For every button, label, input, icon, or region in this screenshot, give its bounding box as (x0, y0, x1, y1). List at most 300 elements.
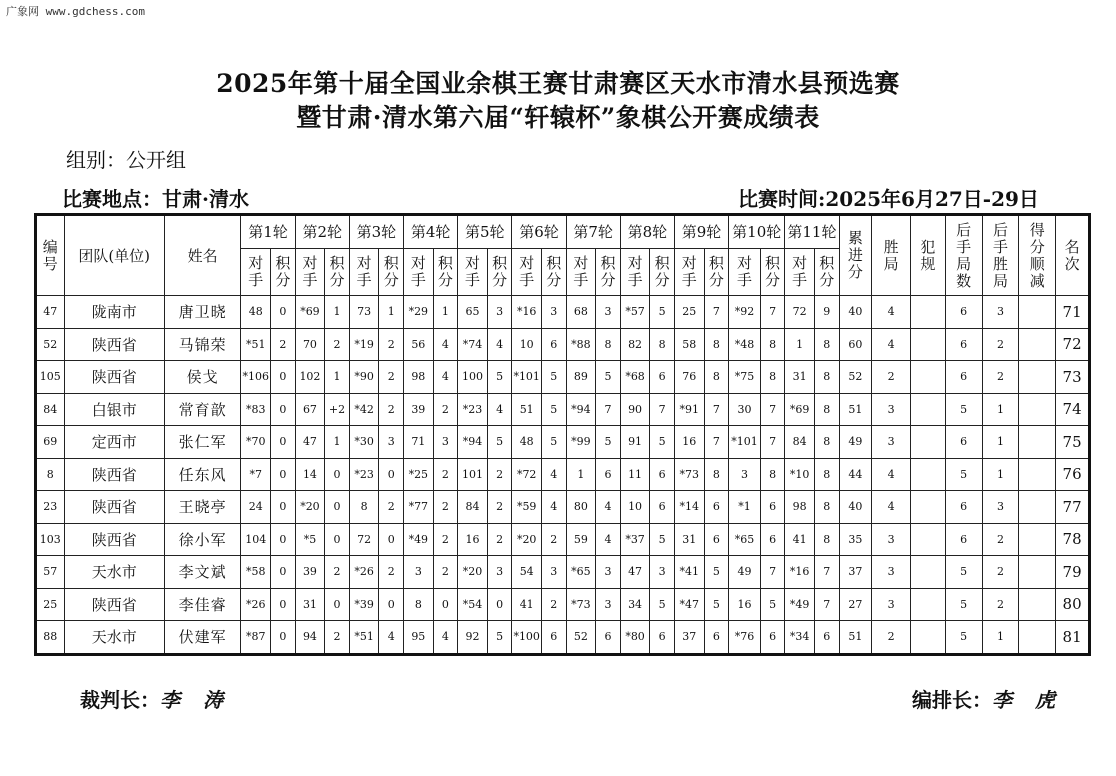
opponent-cell: 73 (349, 296, 379, 329)
opponent-cell: *51 (241, 328, 271, 361)
points-cell: 2 (325, 621, 350, 655)
points-cell: 5 (650, 523, 675, 556)
points-cell: 2 (433, 393, 458, 426)
opponent-cell: *39 (349, 588, 379, 621)
points-cell: 7 (760, 393, 785, 426)
opponent-cell: 82 (620, 328, 650, 361)
header-points-9: 积 分 (704, 249, 729, 296)
opponent-cell: *94 (566, 393, 596, 426)
fouls-cell (911, 328, 946, 361)
opponent-cell: 89 (566, 361, 596, 394)
fouls-cell (911, 296, 946, 329)
second-wins-cell: 1 (982, 458, 1019, 491)
opponent-cell: 25 (674, 296, 704, 329)
points-cell: 5 (596, 361, 621, 394)
total-score: 52 (839, 361, 872, 394)
team-cell: 白银市 (64, 393, 164, 426)
points-cell: 5 (650, 588, 675, 621)
referee-signature (80, 684, 231, 713)
header-round-6: 第6轮 (512, 215, 566, 249)
player-name: 李文斌 (164, 556, 241, 589)
points-cell: 8 (650, 328, 675, 361)
team-cell: 陇南市 (64, 296, 164, 329)
player-number: 57 (36, 556, 65, 589)
header-opponent-3: 对 手 (349, 249, 379, 296)
fouls-cell (911, 426, 946, 459)
header-points-5: 积 分 (487, 249, 512, 296)
points-cell: 0 (271, 621, 296, 655)
player-number: 103 (36, 523, 65, 556)
rank-cell: 75 (1056, 426, 1090, 459)
opponent-cell: 54 (512, 556, 542, 589)
fouls-cell (911, 491, 946, 524)
header-team: 团队(单位) (64, 215, 164, 296)
wins-cell: 3 (872, 523, 911, 556)
opponent-cell: 84 (458, 491, 488, 524)
opponent-cell: *72 (512, 458, 542, 491)
score-order-cell (1019, 296, 1056, 329)
opponent-cell: *29 (404, 296, 434, 329)
header-round-10: 第10轮 (729, 215, 785, 249)
header-opponent-5: 对 手 (458, 249, 488, 296)
header-opponent-4: 对 手 (404, 249, 434, 296)
header-no: 编 号 (36, 215, 65, 296)
points-cell: 8 (596, 328, 621, 361)
points-cell: 6 (760, 621, 785, 655)
points-cell: 0 (271, 426, 296, 459)
header-round-5: 第5轮 (458, 215, 512, 249)
total-score: 49 (839, 426, 872, 459)
rank-cell: 72 (1056, 328, 1090, 361)
points-cell: 7 (704, 426, 729, 459)
points-cell: 5 (542, 393, 567, 426)
header-opponent-1: 对 手 (241, 249, 271, 296)
rank-cell: 81 (1056, 621, 1090, 655)
points-cell: 1 (325, 296, 350, 329)
points-cell: 4 (542, 491, 567, 524)
points-cell: 0 (325, 588, 350, 621)
points-cell: 3 (596, 556, 621, 589)
points-cell: 2 (542, 588, 567, 621)
opponent-cell: 10 (620, 491, 650, 524)
points-cell: 7 (596, 393, 621, 426)
header-points-2: 积 分 (325, 249, 350, 296)
opponent-cell: 3 (404, 556, 434, 589)
opponent-cell: *101 (729, 426, 761, 459)
points-cell: 0 (271, 556, 296, 589)
points-cell: 6 (596, 458, 621, 491)
second-games-cell: 6 (945, 523, 982, 556)
opponent-cell: 92 (458, 621, 488, 655)
points-cell: 3 (487, 296, 512, 329)
points-cell: 8 (814, 491, 839, 524)
header-round-4: 第4轮 (404, 215, 458, 249)
points-cell: 4 (433, 361, 458, 394)
points-cell: 2 (433, 458, 458, 491)
points-cell: 4 (596, 523, 621, 556)
opponent-cell: *20 (512, 523, 542, 556)
page-subtitle: 暨甘肃·清水第六届“轩辕杯”象棋公开赛成绩表 (296, 103, 820, 132)
points-cell: 6 (650, 361, 675, 394)
score-order-cell (1019, 361, 1056, 394)
opponent-cell: 16 (458, 523, 488, 556)
points-cell: 8 (704, 328, 729, 361)
opponent-cell: *10 (785, 458, 815, 491)
player-name: 侯戈 (164, 361, 241, 394)
points-cell: 6 (814, 621, 839, 655)
venue-label: 比赛地点：甘肃·清水 (62, 187, 249, 211)
wins-cell: 4 (872, 328, 911, 361)
points-cell: 7 (704, 393, 729, 426)
opponent-cell: *47 (674, 588, 704, 621)
header-opponent-6: 对 手 (512, 249, 542, 296)
opponent-cell: 16 (674, 426, 704, 459)
opponent-cell: 10 (512, 328, 542, 361)
points-cell: 0 (379, 523, 404, 556)
team-cell: 陕西省 (64, 361, 164, 394)
fouls-cell (911, 621, 946, 655)
opponent-cell: 65 (458, 296, 488, 329)
points-cell: 2 (542, 523, 567, 556)
points-cell: 3 (487, 556, 512, 589)
header-points-4: 积 分 (433, 249, 458, 296)
opponent-cell: 52 (566, 621, 596, 655)
points-cell: 3 (596, 296, 621, 329)
second-wins-cell: 2 (982, 328, 1019, 361)
table-row (36, 491, 1090, 524)
points-cell: 7 (760, 426, 785, 459)
opponent-cell: 84 (785, 426, 815, 459)
header-round-11: 第11轮 (785, 215, 839, 249)
second-games-cell: 5 (945, 588, 982, 621)
points-cell: 0 (379, 458, 404, 491)
opponent-cell: *49 (404, 523, 434, 556)
points-cell: 0 (271, 361, 296, 394)
points-cell: 2 (433, 523, 458, 556)
group-label: 组别：公开组 (66, 148, 186, 172)
points-cell: 1 (433, 296, 458, 329)
table-row (36, 556, 1090, 589)
points-cell: 3 (379, 426, 404, 459)
team-cell: 天水市 (64, 621, 164, 655)
opponent-cell: *19 (349, 328, 379, 361)
team-cell: 天水市 (64, 556, 164, 589)
header-points-3: 积 分 (379, 249, 404, 296)
points-cell: 8 (704, 458, 729, 491)
opponent-cell: 68 (566, 296, 596, 329)
second-wins-cell: 2 (982, 556, 1019, 589)
opponent-cell: 72 (785, 296, 815, 329)
points-cell: 7 (814, 556, 839, 589)
opponent-cell: *92 (729, 296, 761, 329)
player-name: 王晓亭 (164, 491, 241, 524)
header-round-1: 第1轮 (241, 215, 295, 249)
opponent-cell: *59 (512, 491, 542, 524)
wins-cell: 3 (872, 426, 911, 459)
opponent-cell: 56 (404, 328, 434, 361)
header-points-7: 积 分 (596, 249, 621, 296)
opponent-cell: *73 (566, 588, 596, 621)
points-cell: 1 (379, 296, 404, 329)
second-games-cell: 5 (945, 621, 982, 655)
opponent-cell: 47 (295, 426, 325, 459)
points-cell: 2 (379, 491, 404, 524)
points-cell: 9 (814, 296, 839, 329)
header-rank: 名 次 (1056, 215, 1090, 296)
points-cell: 4 (487, 393, 512, 426)
points-cell: 4 (433, 621, 458, 655)
points-cell: 7 (704, 296, 729, 329)
opponent-cell: *34 (785, 621, 815, 655)
team-cell: 陕西省 (64, 458, 164, 491)
opponent-cell: 39 (295, 556, 325, 589)
opponent-cell: *23 (349, 458, 379, 491)
referee-name: 李 涛 (160, 688, 231, 712)
opponent-cell: 31 (785, 361, 815, 394)
header-fouls: 犯 规 (911, 215, 946, 296)
score-order-cell (1019, 328, 1056, 361)
total-score: 37 (839, 556, 872, 589)
header-points-8: 积 分 (650, 249, 675, 296)
opponent-cell: 31 (674, 523, 704, 556)
points-cell: 8 (814, 458, 839, 491)
opponent-cell: *20 (295, 491, 325, 524)
opponent-cell: 95 (404, 621, 434, 655)
opponent-cell: *16 (512, 296, 542, 329)
header-round-9: 第9轮 (674, 215, 728, 249)
points-cell: 1 (325, 361, 350, 394)
points-cell: 3 (542, 296, 567, 329)
table-row (36, 621, 1090, 655)
points-cell: 1 (325, 426, 350, 459)
points-cell: 8 (814, 426, 839, 459)
opponent-cell: 98 (785, 491, 815, 524)
table-row (36, 328, 1090, 361)
arranger-label: 编排长： (912, 688, 992, 712)
header-opponent-9: 对 手 (674, 249, 704, 296)
points-cell: 8 (760, 328, 785, 361)
player-number: 84 (36, 393, 65, 426)
player-name: 唐卫晓 (164, 296, 241, 329)
player-number: 69 (36, 426, 65, 459)
opponent-cell: 1 (785, 328, 815, 361)
opponent-cell: 58 (674, 328, 704, 361)
second-games-cell: 5 (945, 458, 982, 491)
table-row (36, 393, 1090, 426)
results-table (34, 213, 1091, 656)
points-cell: 6 (650, 458, 675, 491)
opponent-cell: *100 (512, 621, 542, 655)
rank-cell: 73 (1056, 361, 1090, 394)
second-games-cell: 6 (945, 426, 982, 459)
opponent-cell: *26 (241, 588, 271, 621)
opponent-cell: 71 (404, 426, 434, 459)
fouls-cell (911, 458, 946, 491)
opponent-cell: *70 (241, 426, 271, 459)
points-cell: 0 (487, 588, 512, 621)
points-cell: 5 (704, 588, 729, 621)
rank-cell: 77 (1056, 491, 1090, 524)
points-cell: 7 (760, 556, 785, 589)
points-cell: 2 (325, 556, 350, 589)
opponent-cell: 14 (295, 458, 325, 491)
opponent-cell: 30 (729, 393, 761, 426)
second-games-cell: 6 (945, 361, 982, 394)
points-cell: 3 (596, 588, 621, 621)
points-cell: 5 (542, 426, 567, 459)
points-cell: 7 (814, 588, 839, 621)
opponent-cell: 76 (674, 361, 704, 394)
points-cell: 0 (271, 458, 296, 491)
score-order-cell (1019, 621, 1056, 655)
opponent-cell: *42 (349, 393, 379, 426)
second-games-cell: 6 (945, 491, 982, 524)
points-cell: 6 (760, 523, 785, 556)
second-wins-cell: 3 (982, 491, 1019, 524)
opponent-cell: *83 (241, 393, 271, 426)
player-name: 李佳睿 (164, 588, 241, 621)
total-score: 51 (839, 621, 872, 655)
wins-cell: 3 (872, 556, 911, 589)
opponent-cell: 1 (566, 458, 596, 491)
points-cell: 2 (271, 328, 296, 361)
opponent-cell: 101 (458, 458, 488, 491)
wins-cell: 4 (872, 296, 911, 329)
header-points-10: 积 分 (760, 249, 785, 296)
points-cell: 0 (325, 491, 350, 524)
points-cell: 0 (325, 523, 350, 556)
opponent-cell: 72 (349, 523, 379, 556)
second-wins-cell: 2 (982, 523, 1019, 556)
wins-cell: 4 (872, 458, 911, 491)
points-cell: 2 (325, 328, 350, 361)
opponent-cell: *37 (620, 523, 650, 556)
opponent-cell: 3 (729, 458, 761, 491)
points-cell: 7 (650, 393, 675, 426)
points-cell: 3 (433, 426, 458, 459)
opponent-cell: 94 (295, 621, 325, 655)
opponent-cell: *26 (349, 556, 379, 589)
points-cell: 0 (271, 491, 296, 524)
wins-cell: 4 (872, 491, 911, 524)
opponent-cell: *54 (458, 588, 488, 621)
points-cell: 8 (760, 361, 785, 394)
opponent-cell: *74 (458, 328, 488, 361)
opponent-cell: *23 (458, 393, 488, 426)
points-cell: 4 (433, 328, 458, 361)
points-cell: 4 (487, 328, 512, 361)
score-order-cell (1019, 458, 1056, 491)
player-name: 常育歆 (164, 393, 241, 426)
points-cell: 6 (650, 491, 675, 524)
header-second-games: 后 手 局 数 (945, 215, 982, 296)
opponent-cell: *7 (241, 458, 271, 491)
opponent-cell: *90 (349, 361, 379, 394)
opponent-cell: 67 (295, 393, 325, 426)
points-cell: 2 (379, 393, 404, 426)
opponent-cell: 41 (785, 523, 815, 556)
opponent-cell: 90 (620, 393, 650, 426)
header-wins: 胜 局 (872, 215, 911, 296)
points-cell: 2 (487, 491, 512, 524)
opponent-cell: *58 (241, 556, 271, 589)
opponent-cell: 80 (566, 491, 596, 524)
points-cell: 6 (596, 621, 621, 655)
points-cell: 5 (650, 296, 675, 329)
total-score: 51 (839, 393, 872, 426)
header-name: 姓名 (164, 215, 241, 296)
second-wins-cell: 1 (982, 426, 1019, 459)
opponent-cell: 48 (512, 426, 542, 459)
opponent-cell: 102 (295, 361, 325, 394)
score-order-cell (1019, 588, 1056, 621)
opponent-cell: *68 (620, 361, 650, 394)
arranger-name: 李 虎 (992, 688, 1063, 712)
points-cell: 4 (596, 491, 621, 524)
opponent-cell: 51 (512, 393, 542, 426)
total-score: 27 (839, 588, 872, 621)
score-order-cell (1019, 393, 1056, 426)
header-opponent-7: 对 手 (566, 249, 596, 296)
opponent-cell: *65 (566, 556, 596, 589)
table-row (36, 361, 1090, 394)
player-name: 任东风 (164, 458, 241, 491)
total-score: 40 (839, 491, 872, 524)
second-games-cell: 6 (945, 296, 982, 329)
points-cell: 2 (433, 491, 458, 524)
opponent-cell: 70 (295, 328, 325, 361)
second-games-cell: 6 (945, 328, 982, 361)
opponent-cell: *1 (729, 491, 761, 524)
points-cell: 5 (760, 588, 785, 621)
points-cell: 8 (760, 458, 785, 491)
header-opponent-2: 对 手 (295, 249, 325, 296)
opponent-cell: *25 (404, 458, 434, 491)
total-score: 44 (839, 458, 872, 491)
second-wins-cell: 1 (982, 621, 1019, 655)
points-cell: 0 (271, 393, 296, 426)
player-name: 伏建军 (164, 621, 241, 655)
opponent-cell: 8 (349, 491, 379, 524)
player-number: 23 (36, 491, 65, 524)
score-order-cell (1019, 426, 1056, 459)
opponent-cell: *94 (458, 426, 488, 459)
points-cell: 6 (542, 328, 567, 361)
points-cell: 0 (271, 588, 296, 621)
opponent-cell: *57 (620, 296, 650, 329)
points-cell: 7 (760, 296, 785, 329)
header-opponent-11: 对 手 (785, 249, 815, 296)
points-cell: 6 (650, 621, 675, 655)
wins-cell: 3 (872, 393, 911, 426)
rank-cell: 74 (1056, 393, 1090, 426)
points-cell: 6 (760, 491, 785, 524)
team-cell: 定西市 (64, 426, 164, 459)
opponent-cell: *69 (785, 393, 815, 426)
header-opponent-8: 对 手 (620, 249, 650, 296)
second-games-cell: 5 (945, 393, 982, 426)
wins-cell: 2 (872, 621, 911, 655)
points-cell: 5 (650, 426, 675, 459)
points-cell: 0 (433, 588, 458, 621)
opponent-cell: 41 (512, 588, 542, 621)
opponent-cell: 37 (674, 621, 704, 655)
wins-cell: 3 (872, 588, 911, 621)
player-name: 张仁军 (164, 426, 241, 459)
opponent-cell: 104 (241, 523, 271, 556)
total-score: 35 (839, 523, 872, 556)
opponent-cell: *69 (295, 296, 325, 329)
